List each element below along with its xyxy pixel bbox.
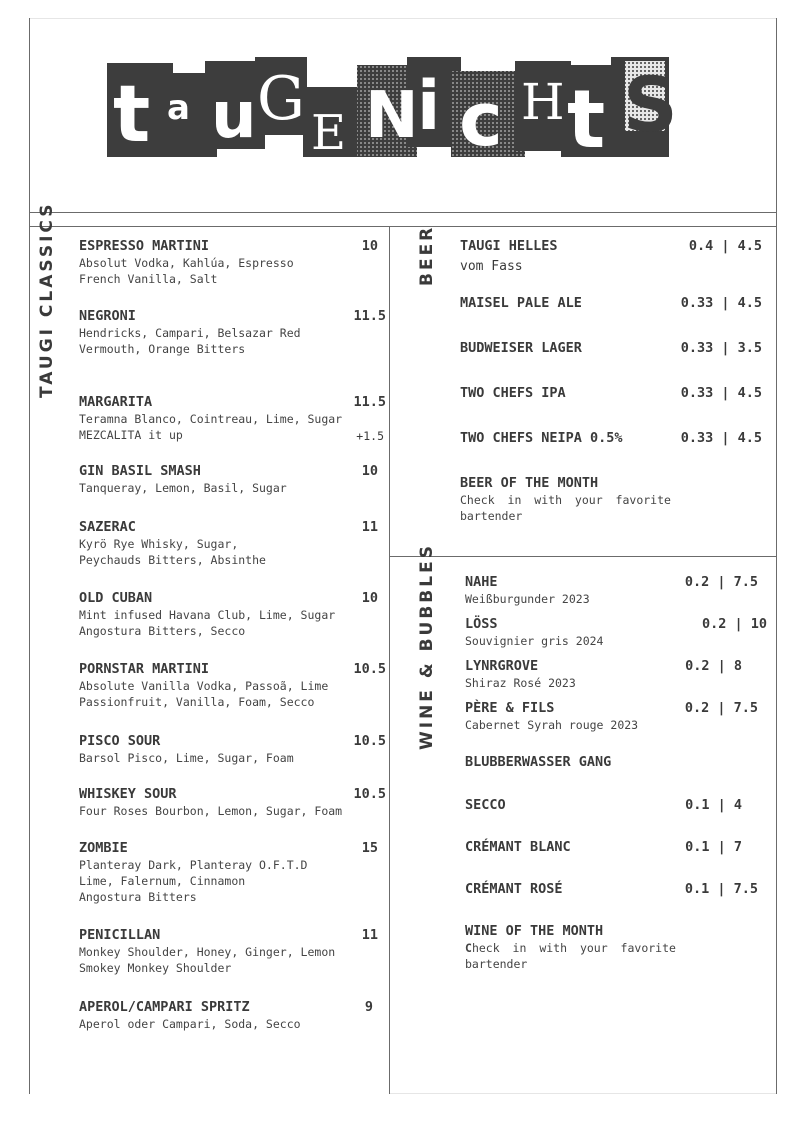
beer-price: 0.33 | 4.5 (680, 430, 762, 446)
cocktail-sazerac (79, 518, 266, 568)
cocktail-price: 10 (361, 590, 378, 606)
cocktail-desc: Mint infused Havana Club, Lime, Sugar (79, 608, 336, 622)
wine-desc (465, 940, 676, 956)
beer-budweiser-lager (460, 339, 582, 357)
beer-desc: Check in with your favorite (460, 493, 671, 507)
cocktail-desc: Barsol Pisco, Lime, Sugar, Foam (79, 751, 294, 765)
beer-name: MAISEL PALE ALE (460, 295, 582, 311)
frame-left-line (29, 18, 30, 1094)
beer-price: 0.4 | 4.5 (688, 238, 762, 254)
column-divider (389, 226, 390, 1094)
wine-of-the-month (465, 922, 676, 972)
beer-maisel-pale-ale (460, 294, 582, 312)
cocktail-price: 11 (361, 927, 378, 943)
cocktail-price: 11.5 (353, 308, 386, 324)
cocktail-desc: French Vanilla, Salt (79, 272, 218, 286)
wine-price: 0.2 | 8 (685, 658, 742, 674)
bubbles-cremant-blanc (465, 838, 571, 856)
wine-name: CRÉMANT ROSÉ (465, 881, 563, 897)
cocktail-name: PORNSTAR MARTINI (79, 661, 210, 677)
beer-sub: vom Fass (460, 259, 523, 274)
cocktail-name: PENICILLAN (79, 927, 161, 943)
wine-name: WINE OF THE MONTH (465, 923, 604, 939)
cocktail-whiskey-sour (79, 785, 342, 819)
cocktail-name: WHISKEY SOUR (79, 786, 177, 802)
cocktail-name: ZOMBIE (79, 840, 128, 856)
beer-of-the-month (460, 474, 671, 524)
wine-lynrgrove (465, 657, 576, 691)
cocktail-desc: Planteray Dark, Planteray O.F.T.D (79, 858, 308, 872)
svg-text:S: S (623, 60, 678, 149)
cocktail-name: PISCO SOUR (79, 733, 161, 749)
cocktail-desc: Angostura Bitters, Secco (79, 624, 246, 638)
bubbles-cremant-rose (465, 880, 563, 898)
wine-desc-rest: heck in with your favorite (471, 941, 676, 955)
bubbles-heading (465, 753, 611, 771)
svg-text:i: i (417, 67, 441, 146)
wine-desc: Souvignier gris 2024 (465, 634, 604, 648)
svg-text:t: t (113, 70, 151, 160)
wine-desc-initial: C (465, 941, 472, 955)
frame-top-line (29, 18, 777, 19)
section-label-taugi-classics: TAUGI CLASSICS (37, 201, 57, 398)
section-label-wine-bubbles: WINE & BUBBLES (417, 543, 437, 750)
header-divider (29, 212, 777, 213)
cocktail-desc: Angostura Bitters (79, 890, 197, 904)
wine-price: 0.2 | 10 (701, 616, 767, 632)
cocktail-aperol-campari-spritz (79, 998, 301, 1032)
cocktail-desc: Hendricks, Campari, Belsazar Red (79, 326, 301, 340)
cocktail-price: 9 (364, 999, 373, 1015)
cocktail-desc: Kyrö Rye Whisky, Sugar, (79, 537, 239, 551)
wine-name: SECCO (465, 797, 506, 813)
cocktail-gin-basil-smash (79, 462, 287, 496)
cocktail-name: OLD CUBAN (79, 590, 153, 606)
cocktail-desc: Lime, Falernum, Cinnamon (79, 874, 246, 888)
wine-name: PÈRE & FILS (465, 700, 555, 716)
cocktail-desc: Absolute Vanilla Vodka, Passoã, Lime (79, 679, 329, 693)
beer-price: 0.33 | 3.5 (680, 340, 762, 356)
cocktail-price: 10.5 (353, 661, 386, 677)
beer-taugi-helles (460, 237, 558, 276)
cocktail-desc: Tanqueray, Lemon, Basil, Sugar (79, 481, 287, 495)
section-label-beer: BEER (417, 224, 437, 286)
beer-name: TWO CHEFS NEIPA 0.5% (460, 430, 623, 446)
cocktail-name: SAZERAC (79, 519, 136, 535)
svg-text:t: t (567, 73, 606, 166)
wine-price: 0.1 | 7.5 (684, 881, 758, 897)
svg-text:E: E (311, 105, 347, 161)
cocktail-price: 10.5 (353, 733, 386, 749)
cocktail-name: APEROL/CAMPARI SPRITZ (79, 999, 250, 1015)
cocktail-penicillan (79, 926, 335, 976)
beer-name: BUDWEISER LAGER (460, 340, 582, 356)
cocktail-desc: Four Roses Bourbon, Lemon, Sugar, Foam (79, 804, 343, 818)
beer-two-chefs-neipa (460, 429, 623, 447)
beer-name: TAUGI HELLES (460, 238, 558, 254)
wine-name: CRÉMANT BLANC (465, 839, 571, 855)
svg-text:G: G (257, 64, 305, 134)
cocktail-desc: Monkey Shoulder, Honey, Ginger, Lemon (79, 945, 336, 959)
wine-price: 0.2 | 7.5 (684, 700, 758, 716)
bubbles-heading-text: BLUBBERWASSER GANG (465, 754, 612, 770)
cocktail-old-cuban (79, 589, 335, 639)
wine-loess (465, 615, 603, 649)
cocktail-desc: Smokey Monkey Shoulder (79, 961, 232, 975)
wine-desc: bartender (465, 957, 528, 971)
wine-nahe (465, 573, 590, 607)
cocktail-negroni (79, 307, 301, 357)
wine-desc: Weißburgunder 2023 (465, 592, 590, 606)
cocktail-pornstar-martini (79, 660, 328, 710)
beer-name: BEER OF THE MONTH (460, 475, 599, 491)
cocktail-desc: Vermouth, Orange Bitters (79, 342, 246, 356)
cocktail-name: ESPRESSO MARTINI (79, 238, 210, 254)
cocktail-name: GIN BASIL SMASH (79, 463, 201, 479)
taugenichts-logo (107, 57, 678, 166)
wine-desc: Shiraz Rosé 2023 (465, 676, 576, 690)
beer-two-chefs-ipa (460, 384, 566, 402)
cocktail-name: NEGRONI (79, 308, 136, 324)
wine-desc: Cabernet Syrah rouge 2023 (465, 718, 639, 732)
cocktail-price: 11 (361, 519, 378, 535)
wine-name: LÖSS (465, 616, 498, 632)
svg-text:N: N (365, 79, 419, 153)
cocktail-margarita (79, 393, 342, 443)
cocktail-zombie (79, 839, 307, 905)
cocktail-name: MARGARITA (79, 394, 153, 410)
svg-text:c: c (459, 77, 503, 163)
wine-price: 0.2 | 7.5 (684, 574, 758, 590)
beer-desc: bartender (460, 509, 523, 523)
cocktail-price: 10 (361, 463, 378, 479)
svg-text:H: H (521, 73, 565, 131)
cocktail-price: 15 (361, 840, 378, 856)
cocktail-desc: Passionfruit, Vanilla, Foam, Secco (79, 695, 315, 709)
beer-wine-divider (390, 556, 777, 557)
wine-name: LYNRGROVE (465, 658, 539, 674)
wine-price: 0.1 | 4 (685, 797, 742, 813)
cocktail-price: 10.5 (353, 786, 386, 802)
cocktail-desc: Peychauds Bitters, Absinthe (79, 553, 266, 567)
cocktail-price: 11.5 (353, 394, 386, 410)
svg-text:u: u (211, 79, 257, 153)
cocktail-espresso-martini (79, 237, 294, 287)
cocktail-desc: Absolut Vodka, Kahlúa, Espresso (79, 256, 294, 270)
cocktail-addon-price: +1.5 (356, 429, 384, 443)
cocktail-pisco-sour (79, 732, 294, 766)
beer-price: 0.33 | 4.5 (680, 385, 762, 401)
cocktail-price: 10 (361, 238, 378, 254)
wine-price: 0.1 | 7 (685, 839, 742, 855)
cocktail-desc: Teramna Blanco, Cointreau, Lime, Sugar (79, 412, 343, 426)
wine-pere-fils (465, 699, 638, 733)
bubbles-secco (465, 796, 506, 814)
beer-name: TWO CHEFS IPA (460, 385, 566, 401)
svg-text:a: a (167, 88, 190, 128)
frame-bottom-line (390, 1093, 776, 1094)
header-divider-second (29, 226, 777, 227)
beer-price: 0.33 | 4.5 (680, 295, 762, 311)
cocktail-desc: MEZCALITA it up (79, 428, 183, 442)
wine-name: NAHE (465, 574, 498, 590)
cocktail-desc: Aperol oder Campari, Soda, Secco (79, 1017, 301, 1031)
